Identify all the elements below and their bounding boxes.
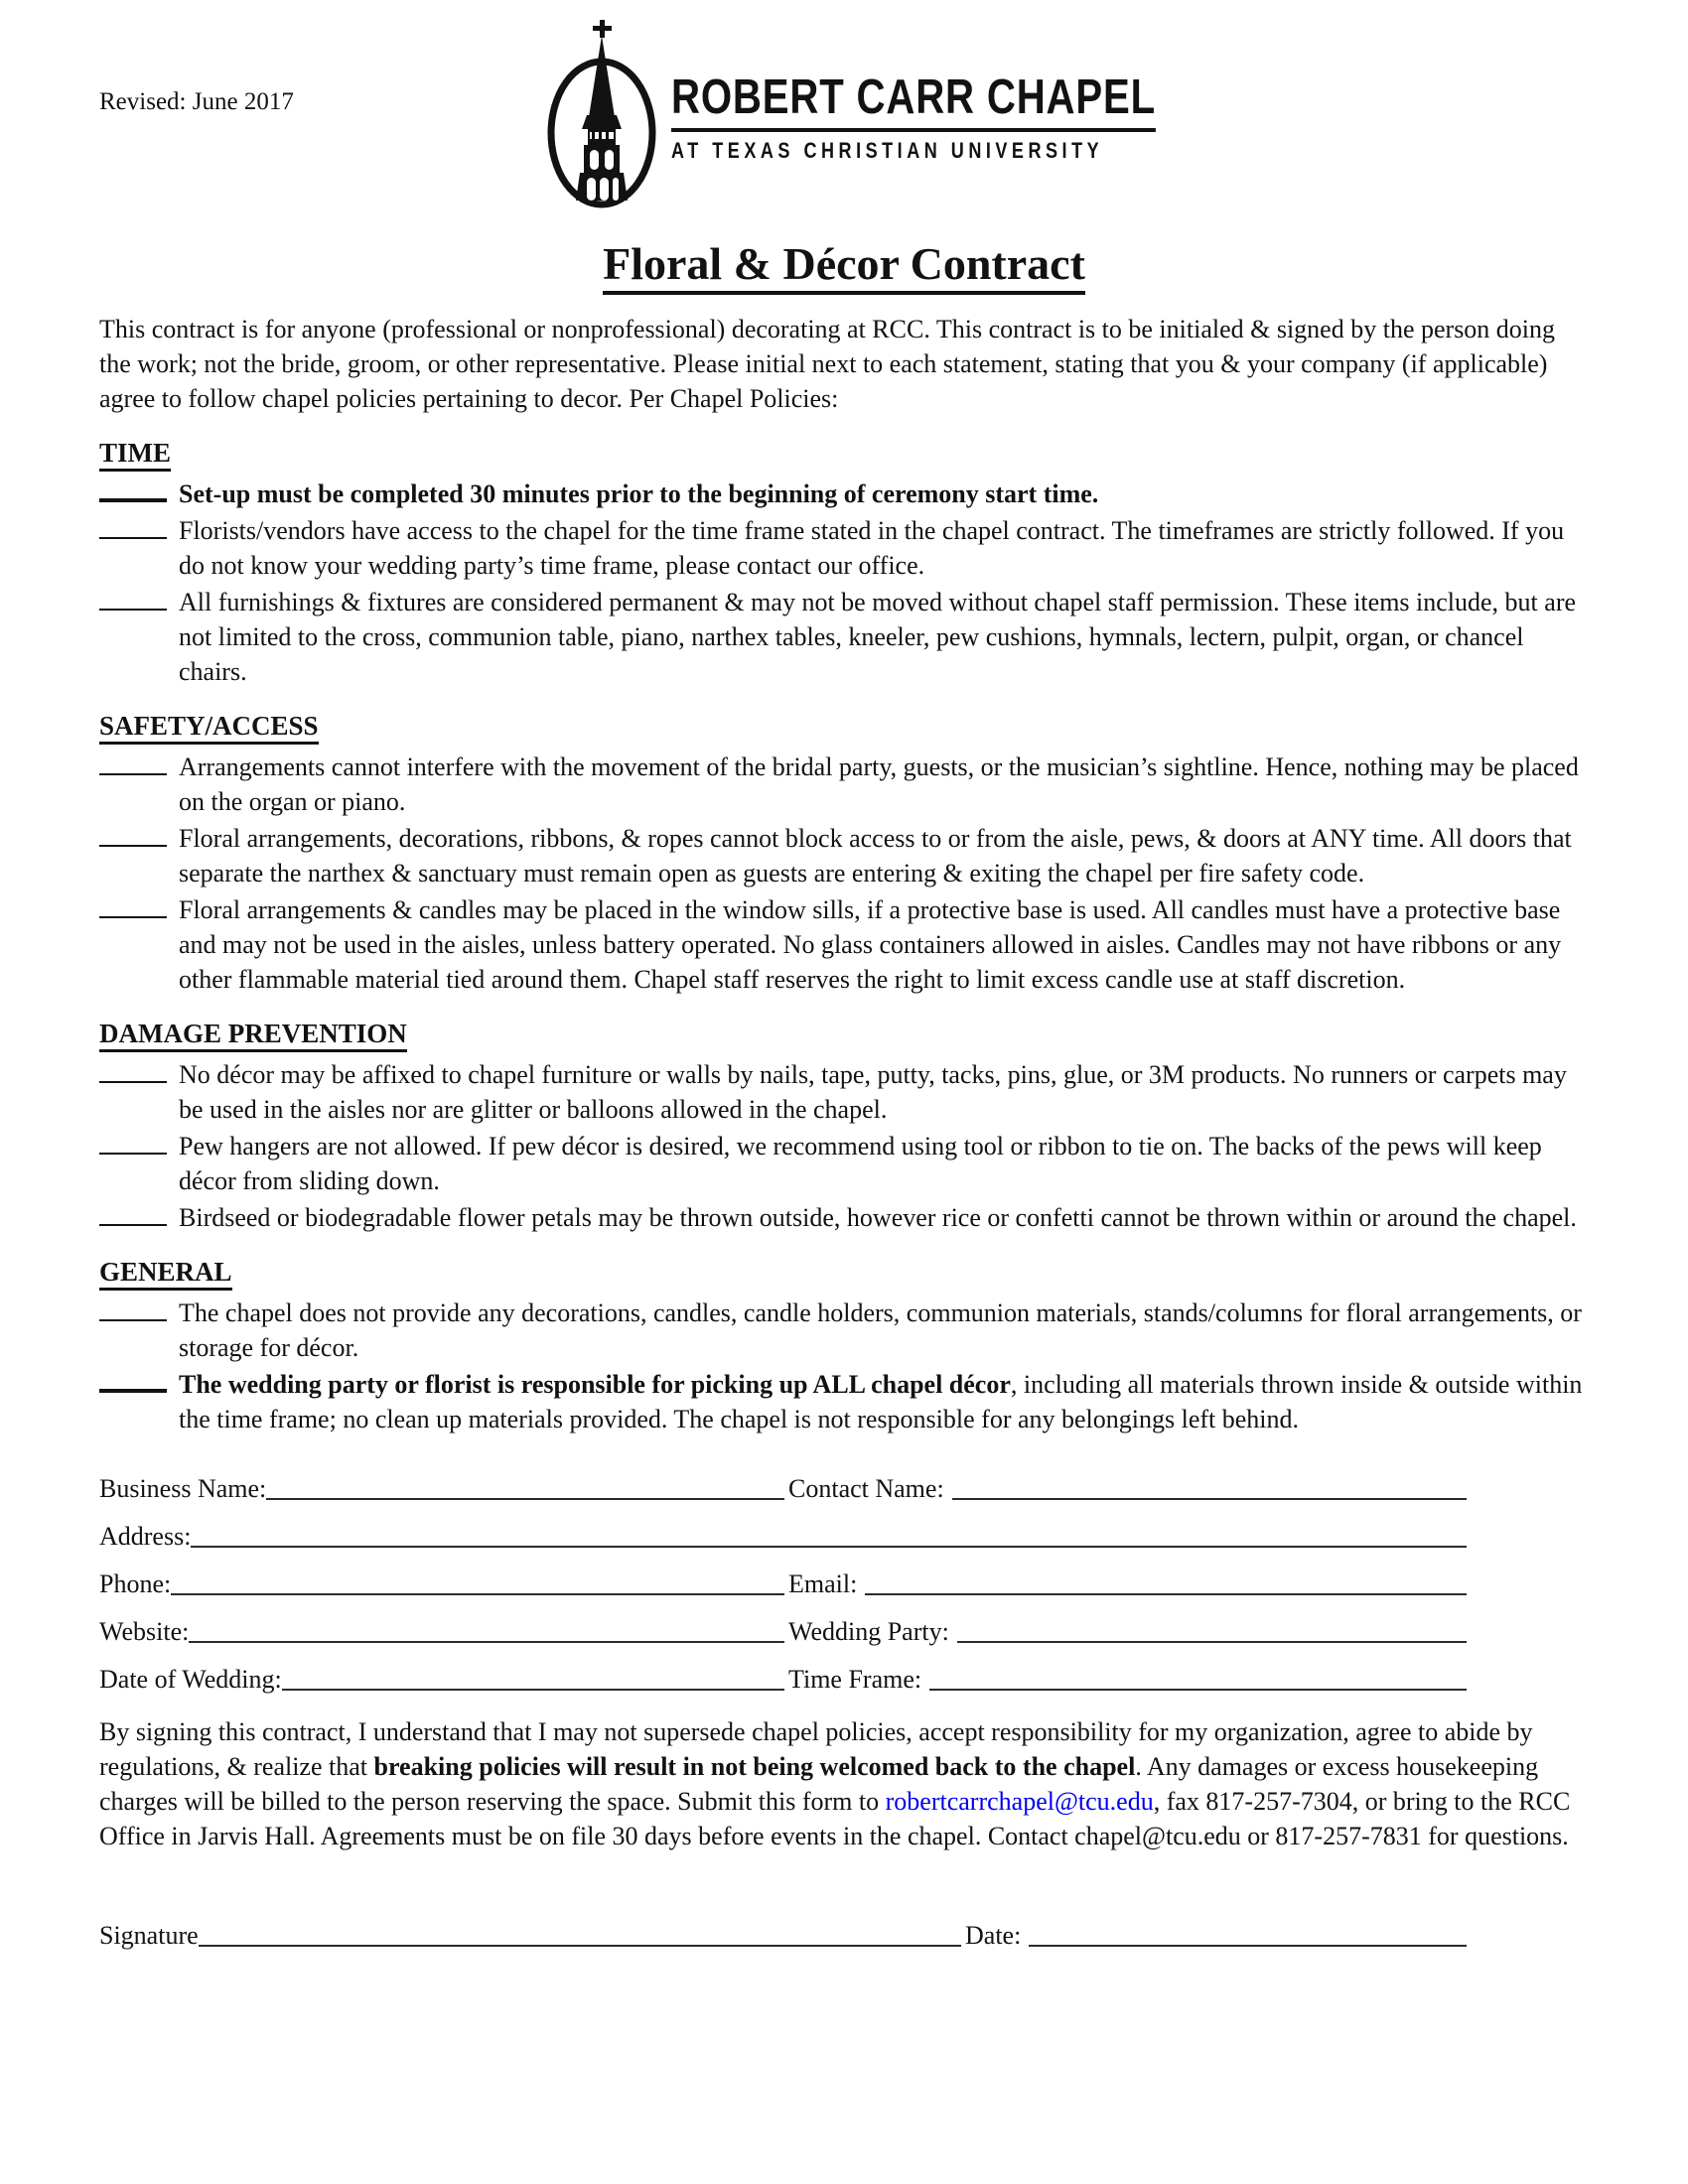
policy-item: Floral arrangements, decorations, ribbons, & ropes cannot block access to or from the aisle, pews, & doors at ANY time. All doors that separate the narthex & sanctuary must remain open as guests are entering & exiting the chapel per fire safety code. <box>99 821 1589 890</box>
intro-paragraph: This contract is for anyone (professional or nonprofessional) decorating at RCC. This contract is to be initialed & signed by the person doing the work; not the bride, groom, or other representative. Please initial next to each statement, stating that you & your company (if applicable) agree to follow chapel policies pertaining to decor. Per Chapel Policies: <box>99 315 1556 413</box>
date-label: Date: <box>965 1921 1022 1950</box>
wedding-party-line[interactable] <box>957 1641 1467 1643</box>
initial-blank[interactable] <box>99 1224 167 1226</box>
form-row <box>99 1601 1589 1649</box>
address-line[interactable] <box>191 1546 1467 1548</box>
form-row <box>99 1649 1589 1697</box>
policy-item: No décor may be affixed to chapel furniture or walls by nails, tape, putty, tacks, pins, glue, or 3M products. No runners or carpets may be used in the aisles nor are glitter or balloons allowed in the chapel. <box>99 1057 1589 1127</box>
initial-blank[interactable] <box>99 773 167 775</box>
page-title: Floral & Décor Contract <box>99 238 1589 290</box>
website-label: Website: <box>99 1617 190 1646</box>
policy-item: Florists/vendors have access to the chapel for the time frame stated in the chapel contract. The timeframes are strictly followed. If you do not know your wedding party’s time frame, please contact our office. <box>99 513 1589 583</box>
policy-item: The wedding party or florist is responsible for picking up ALL chapel décor, including all materials thrown inside & outside within the time frame; no clean up materials provided. The chapel is not responsible for any belongings left behind. <box>99 1367 1589 1436</box>
initial-blank[interactable] <box>99 845 167 847</box>
signature-row <box>99 1905 1589 1953</box>
logo-name: ROBERT CARR CHAPEL <box>671 71 1156 132</box>
initial-blank[interactable] <box>99 916 167 918</box>
policy-item: Floral arrangements & candles may be placed in the window sills, if a protective base is used. All candles must have a protective base and may not be used in the aisles, unless battery operated. No glass containers allowed in aisles. Candles may not have ribbons or any other flammable material tied around them. Chapel staff reserves the right to limit excess candle use at staff discretion. <box>99 892 1589 997</box>
logo-subtitle: AT TEXAS CHRISTIAN UNIVERSITY <box>671 137 1104 163</box>
initial-blank[interactable] <box>99 537 167 539</box>
section-safety-access <box>99 709 1589 997</box>
date-line[interactable] <box>1029 1945 1467 1947</box>
email-line[interactable] <box>865 1593 1467 1595</box>
initial-blank[interactable] <box>99 1389 167 1393</box>
initial-blank[interactable] <box>99 609 167 611</box>
time-frame-label: Time Frame: <box>788 1665 922 1694</box>
policy-item: All furnishings & fixtures are considered permanent & may not be moved without chapel staff permission. These items include, but are not limited to the cross, communion table, piano, narthex tables, kneeler, pew cushions, hymnals, lectern, pulpit, organ, or chancel chairs. <box>99 585 1589 689</box>
closing-paragraph: By signing this contract, I understand that I may not supersede chapel policies, accept responsibility for my organization, agree to abide by regulations, & realize that breaking policies will result in not being welcomed back to the chapel. Any damages or excess housekeeping charges will be billed to the person reserving the space. Submit this form to robertcarrchapel@tcu.edu, fax 817-257-7304, or bring to the RCC Office in Jarvis Hall. Agreements must be on file 30 days before events in the chapel. Contact chapel@tcu.edu or 817-257-7831 for questions. <box>99 1717 1571 1850</box>
form-row <box>99 1458 1589 1506</box>
signature-line[interactable] <box>199 1945 961 1947</box>
section-heading-time: TIME <box>99 436 1589 471</box>
section-heading-damage: DAMAGE PREVENTION <box>99 1017 1589 1051</box>
section-general <box>99 1255 1589 1436</box>
time-frame-line[interactable] <box>929 1689 1467 1691</box>
policy-item: Set-up must be completed 30 minutes prior to the beginning of ceremony start time. <box>99 477 1589 511</box>
document-header <box>99 0 1589 238</box>
section-heading-safety: SAFETY/ACCESS <box>99 709 1589 744</box>
initial-blank[interactable] <box>99 1081 167 1083</box>
chapel-logo <box>544 18 1262 216</box>
policy-item: Birdseed or biodegradable flower petals may be thrown outside, however rice or confetti cannot be thrown within or around the chapel. <box>99 1200 1589 1235</box>
date-of-wedding-line[interactable] <box>282 1689 784 1691</box>
phone-line[interactable] <box>171 1593 784 1595</box>
signature-label: Signature <box>99 1921 199 1950</box>
wedding-party-label: Wedding Party: <box>788 1617 949 1646</box>
contact-name-line[interactable] <box>952 1498 1467 1500</box>
initial-blank[interactable] <box>99 498 167 502</box>
business-name-line[interactable] <box>266 1498 784 1500</box>
policy-item: Pew hangers are not allowed. If pew décor is desired, we recommend using tool or ribbon to tie on. The backs of the pews will keep décor from sliding down. <box>99 1129 1589 1198</box>
revised-date: Revised: June 2017 <box>99 88 294 115</box>
policy-item: Arrangements cannot interfere with the movement of the bridal party, guests, or the musician’s sightline. Hence, nothing may be placed on the organ or piano. <box>99 750 1589 819</box>
phone-label: Phone: <box>99 1570 172 1598</box>
closing-bold-warning: breaking policies will result in not being welcomed back to the chapel <box>373 1752 1136 1781</box>
form-row <box>99 1554 1589 1601</box>
contact-name-label: Contact Name: <box>788 1474 944 1503</box>
section-heading-general: GENERAL <box>99 1255 1589 1290</box>
chapel-email-link[interactable]: robertcarrchapel@tcu.edu <box>885 1787 1154 1816</box>
business-name-label: Business Name: <box>99 1474 267 1503</box>
policy-item: The chapel does not provide any decorations, candles, candle holders, communion materials, stands/columns for floral arrangements, or storage for décor. <box>99 1296 1589 1365</box>
section-damage-prevention <box>99 1017 1589 1235</box>
contact-form <box>99 1458 1589 1697</box>
section-time <box>99 436 1589 689</box>
form-row <box>99 1506 1589 1554</box>
email-label: Email: <box>788 1570 858 1598</box>
address-label: Address: <box>99 1522 192 1551</box>
chapel-logo-text <box>671 71 1156 164</box>
chapel-steeple-icon <box>544 18 661 216</box>
initial-blank[interactable] <box>99 1153 167 1155</box>
website-line[interactable] <box>189 1641 784 1643</box>
initial-blank[interactable] <box>99 1319 167 1321</box>
date-of-wedding-label: Date of Wedding: <box>99 1665 282 1694</box>
